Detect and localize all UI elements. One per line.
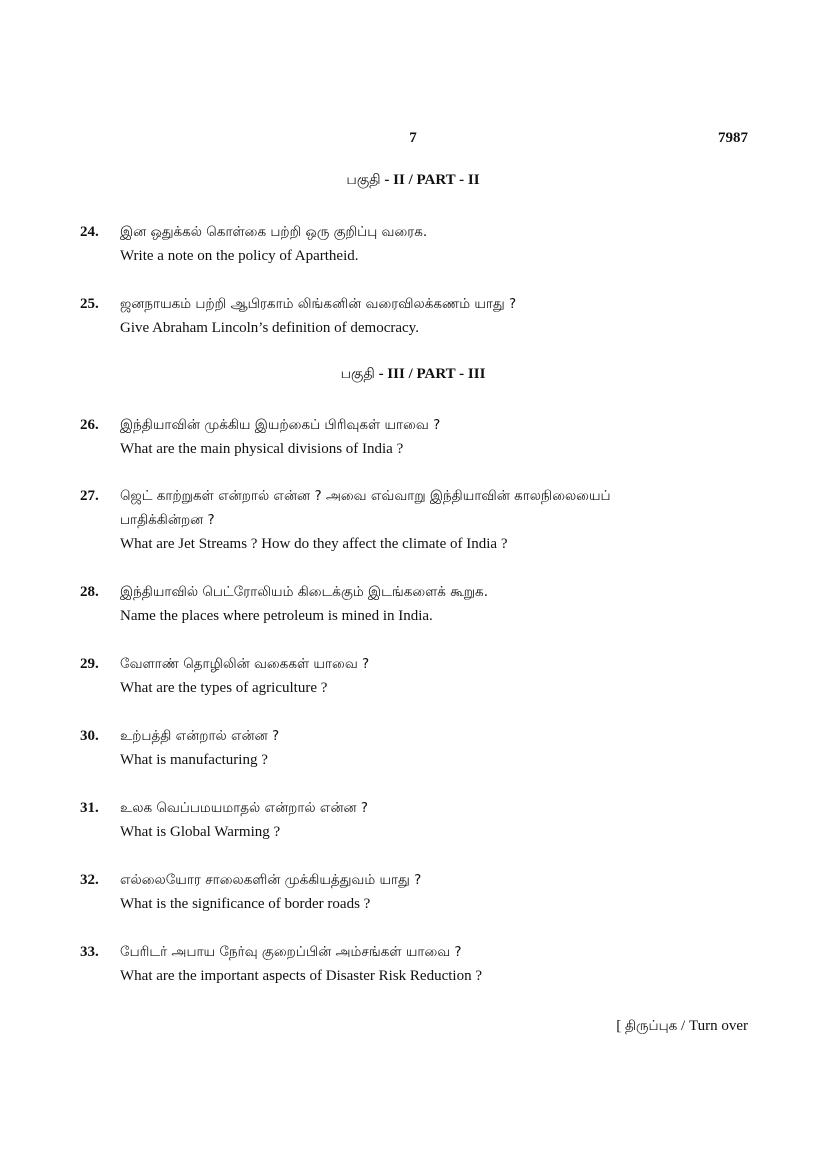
question-number: 24.: [80, 224, 99, 240]
question-body: [120, 413, 760, 461]
question-number: 31.: [80, 800, 99, 816]
question-tamil: வேளாண் தொழிலின் வகைகள் யாவை ?: [120, 656, 370, 672]
part-ii-heading: [0, 172, 826, 190]
part-iii-english: - III / PART - III: [374, 366, 486, 382]
paper-code: 7987: [718, 130, 748, 146]
part-ii-tamil: பகுதி: [346, 172, 381, 188]
question-body: [120, 220, 760, 268]
question-number: 28.: [80, 584, 99, 600]
question-english: What is manufacturing ?: [120, 752, 268, 768]
turn-over-note: [616, 1018, 748, 1036]
question-body: [120, 796, 760, 844]
question-english: What are the main physical divisions of India ?: [120, 441, 404, 457]
turn-over-english: / Turn over: [677, 1018, 748, 1034]
question-number: 29.: [80, 656, 99, 672]
question-tamil: எல்லையோர சாலைகளின் முக்கியத்துவம் யாது ?: [120, 872, 422, 888]
question-tamil: ஜெட் காற்றுகள் என்றால் என்ன ? அவை எவ்வாறு இந்தியாவின் காலநிலையைப்: [120, 488, 611, 504]
question-english: What is the significance of border roads ?: [120, 896, 371, 912]
question-tamil: இன ஒதுக்கல் கொள்கை பற்றி ஒரு குறிப்பு வரைக.: [120, 224, 428, 240]
question-english: Write a note on the policy of Apartheid.: [120, 248, 359, 264]
question-english: What is Global Warming ?: [120, 824, 281, 840]
question-english: Give Abraham Lincoln’s definition of democracy.: [120, 320, 419, 336]
question-tamil: உற்பத்தி என்றால் என்ன ?: [120, 728, 280, 744]
question-tamil: இந்தியாவில் பெட்ரோலியம் கிடைக்கும் இடங்களைக் கூறுக.: [120, 584, 488, 600]
question-number: 25.: [80, 296, 99, 312]
part-ii-english: - II / PART - II: [380, 172, 480, 188]
question-body: [120, 868, 760, 916]
question-body: [120, 292, 760, 340]
question-number: 30.: [80, 728, 99, 744]
question-body: [120, 484, 760, 556]
question-english: What are Jet Streams ? How do they affect the climate of India ?: [120, 536, 508, 552]
question-number: 33.: [80, 944, 99, 960]
question-body: [120, 580, 760, 628]
turn-over-bracket: [: [616, 1018, 625, 1034]
turn-over-tamil: திருப்புக: [624, 1018, 678, 1034]
question-tamil: பேரிடர் அபாய நேர்வு குறைப்பின் அம்சங்கள் யாவை ?: [120, 944, 462, 960]
question-tamil-continued: பாதிக்கின்றன ?: [120, 512, 215, 528]
question-tamil: உலக வெப்பமயமாதல் என்றால் என்ன ?: [120, 800, 369, 816]
question-number: 32.: [80, 872, 99, 888]
question-body: [120, 652, 760, 700]
part-iii-heading: [0, 366, 826, 384]
question-english: What are the types of agriculture ?: [120, 680, 328, 696]
question-body: [120, 940, 760, 988]
question-number: 27.: [80, 488, 99, 504]
question-english: Name the places where petroleum is mined in India.: [120, 608, 433, 624]
part-iii-tamil: பகுதி: [340, 366, 375, 382]
question-tamil: ஜனநாயகம் பற்றி ஆபிரகாம் லிங்கனின் வரைவிலக்கணம் யாது ?: [120, 296, 517, 312]
question-number: 26.: [80, 417, 99, 433]
question-body: [120, 724, 760, 772]
question-english: What are the important aspects of Disaster Risk Reduction ?: [120, 968, 482, 984]
question-tamil: இந்தியாவின் முக்கிய இயற்கைப் பிரிவுகள் யாவை ?: [120, 417, 441, 433]
page-number: 7: [409, 130, 417, 146]
